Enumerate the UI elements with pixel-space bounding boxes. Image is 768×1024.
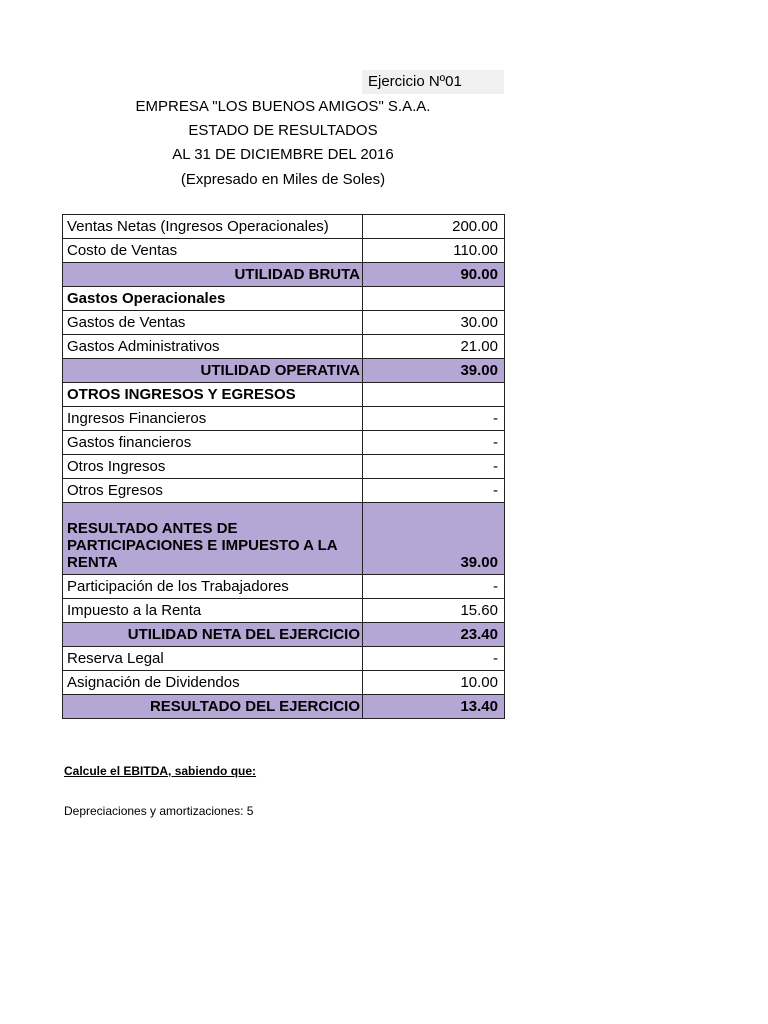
table-row: [63, 407, 505, 431]
row-label[interactable]: Gastos de Ventas: [63, 311, 363, 335]
row-label[interactable]: Otros Ingresos: [63, 455, 363, 479]
row-value[interactable]: 15.60: [363, 599, 505, 623]
income-statement-table: [62, 214, 505, 719]
row-label[interactable]: Gastos Operacionales: [63, 287, 363, 311]
section-row: [63, 287, 505, 311]
table-row: [63, 431, 505, 455]
table-row: [63, 575, 505, 599]
row-label[interactable]: Costo de Ventas: [63, 239, 363, 263]
subtotal-row: [63, 623, 505, 647]
table-row: [63, 335, 505, 359]
row-value[interactable]: -: [363, 407, 505, 431]
question-prompt: Calcule el EBITDA, sabiendo que:: [64, 764, 257, 778]
statement-date: AL 31 DE DICIEMBRE DEL 2016: [172, 146, 394, 163]
row-label[interactable]: Otros Egresos: [63, 479, 363, 503]
section-row: [63, 383, 505, 407]
table-row: [63, 215, 505, 239]
row-value[interactable]: -: [363, 455, 505, 479]
row-value[interactable]: -: [363, 647, 505, 671]
row-label[interactable]: Gastos financieros: [63, 431, 363, 455]
row-value[interactable]: 39.00: [363, 359, 505, 383]
subtotal-row: [63, 503, 505, 575]
row-value[interactable]: -: [363, 431, 505, 455]
row-label[interactable]: RESULTADO DEL EJERCICIO: [63, 695, 363, 719]
statement-title: ESTADO DE RESULTADOS: [188, 122, 378, 139]
row-value[interactable]: -: [363, 479, 505, 503]
table-row: [63, 671, 505, 695]
row-value[interactable]: -: [363, 575, 505, 599]
row-label[interactable]: Impuesto a la Renta: [63, 599, 363, 623]
table-row: [63, 647, 505, 671]
row-label[interactable]: Reserva Legal: [63, 647, 363, 671]
row-value[interactable]: 30.00: [363, 311, 505, 335]
table-row: [63, 479, 505, 503]
company-name: EMPRESA "LOS BUENOS AMIGOS" S.A.A.: [135, 98, 431, 115]
row-label[interactable]: RESULTADO ANTES DE PARTICIPACIONES E IMPUESTO A LA RENTA: [63, 503, 363, 575]
row-value[interactable]: 10.00: [363, 671, 505, 695]
subtotal-row: [63, 263, 505, 287]
row-value[interactable]: 110.00: [363, 239, 505, 263]
row-label[interactable]: Participación de los Trabajadores: [63, 575, 363, 599]
row-value[interactable]: [363, 383, 505, 407]
row-label[interactable]: OTROS INGRESOS Y EGRESOS: [63, 383, 363, 407]
row-value[interactable]: 13.40: [363, 695, 505, 719]
table-row: [63, 599, 505, 623]
row-label[interactable]: UTILIDAD OPERATIVA: [63, 359, 363, 383]
exercise-label: Ejercicio Nº01: [362, 70, 504, 94]
row-value[interactable]: 21.00: [363, 335, 505, 359]
subtotal-row: [63, 695, 505, 719]
row-label[interactable]: UTILIDAD NETA DEL EJERCICIO: [63, 623, 363, 647]
table-row: [63, 239, 505, 263]
row-label[interactable]: Asignación de Dividendos: [63, 671, 363, 695]
row-value[interactable]: 90.00: [363, 263, 505, 287]
currency-unit: (Expresado en Miles de Soles): [180, 171, 386, 188]
subtotal-row: [63, 359, 505, 383]
table-row: [63, 311, 505, 335]
table-row: [63, 455, 505, 479]
row-label[interactable]: Gastos Administrativos: [63, 335, 363, 359]
row-value[interactable]: [363, 287, 505, 311]
question-given: Depreciaciones y amortizaciones: 5: [64, 804, 254, 818]
row-label[interactable]: Ingresos Financieros: [63, 407, 363, 431]
row-value[interactable]: 200.00: [363, 215, 505, 239]
row-value[interactable]: 39.00: [363, 503, 505, 575]
row-label[interactable]: UTILIDAD BRUTA: [63, 263, 363, 287]
row-label[interactable]: Ventas Netas (Ingresos Operacionales): [63, 215, 363, 239]
row-value[interactable]: 23.40: [363, 623, 505, 647]
